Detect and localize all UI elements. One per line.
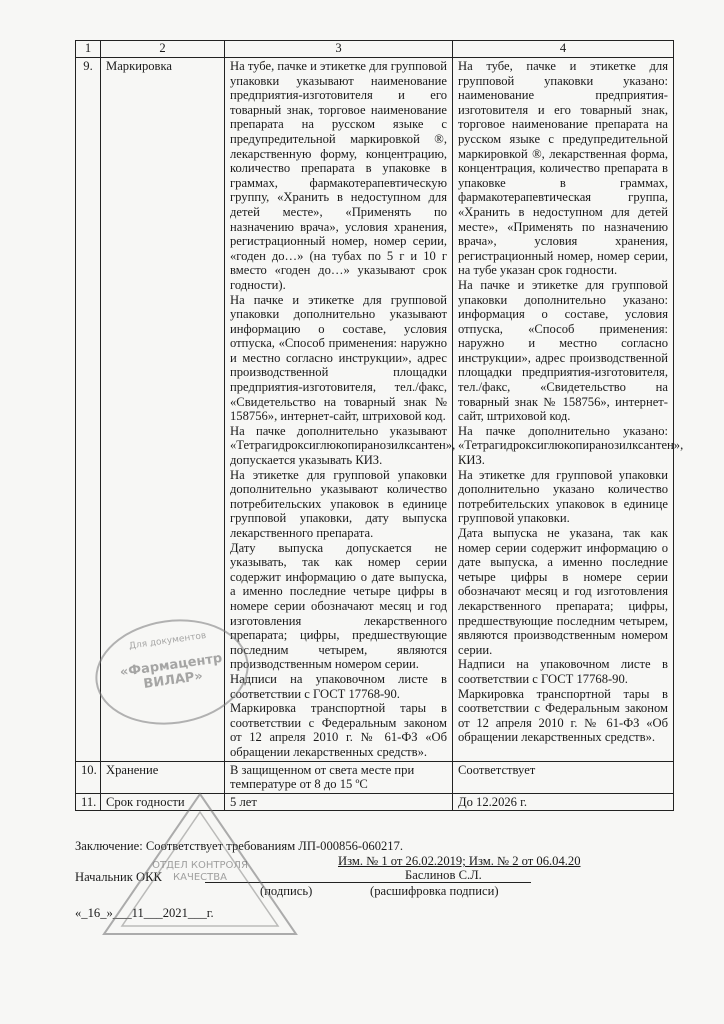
header-cell: 3 — [225, 41, 453, 58]
triangle-stamp-text: ОТДЕЛ КОНТРОЛЯ КАЧЕСТВА — [152, 860, 248, 883]
conclusion-text: Заключение: Соответствует требованиям ЛП-000856-060217. — [75, 839, 404, 853]
row-number: 9. — [76, 58, 101, 762]
requirement-paragraph: На тубе, пачке и этикетке для групповой упаковки указывают наименование предприятия-изготовителя и его товарный знак, торговое наименование препарата на русском языке с предупредительной маркировкой ®, лекарственную форму, концентрацию, количество препарата в упаковке в граммах, фармакотерапевтическую группу, «Хранить в недоступном для детей месте», «Применять по назначению врача», условия хранения, регистрационный номер, номер серии, «годен до…» (на тубах по 5 г и 10 г вместо «годен до…» указывают срок годности). — [230, 59, 448, 292]
row-name: Маркировка — [101, 58, 225, 762]
stamp-main-text: «Фармацентр ВИЛАР» — [119, 650, 224, 692]
result-paragraph: Маркировка транспортной тары в соответствии с Федеральным законом от 12 апреля 2010 г. № 61-ФЗ «Об обращении лекарственных средств». — [458, 686, 668, 745]
header-cell: 2 — [101, 41, 225, 58]
result-cell: До 12.2026 г. — [453, 793, 674, 811]
triangle-stamp — [100, 790, 300, 940]
signature-caption: (подпись) — [260, 884, 313, 898]
requirement-paragraph: Дату выпуска допускается не указывать, так как номер серии содержит информацию о дате выпуска, а именно последние четыре цифры в номере серии обозначают месяц и год изготовления лекарственного препарата; цифры, предшествующие последним четырем, являются производственным номером серии. — [230, 540, 447, 672]
name-line — [371, 882, 531, 883]
result-paragraph: На пачке дополнительно указано: «Тетрагидроксиглюкопиранозилксантен», КИЗ. — [458, 423, 684, 468]
header-cell: 4 — [453, 41, 674, 58]
requirement-cell — [225, 58, 456, 762]
amendments-text: Изм. № 1 от 26.02.2019; Изм. № 2 от 06.04.20 — [338, 854, 581, 868]
header-row — [76, 41, 674, 58]
row-name: Хранение — [101, 761, 225, 793]
result-paragraph: Дата выпуска не указана, так как номер серии содержит информацию о дате выпуска, а именно последние четыре цифры в номере серии обозначают месяц и год изготовления лекарственного препарата; цифры, предшествующие последним четырем, являются производственным номером серии. — [458, 526, 668, 657]
name-caption: (расшифровка подписи) — [370, 884, 499, 898]
result-paragraph: На этикетке для групповой упаковки дополнительно указано количество потребительских упаковок в единице групповой упаковки. — [458, 467, 668, 526]
requirement-cell: 5 лет — [225, 793, 453, 811]
date-text: «_16_»___11___2021___г. — [75, 906, 214, 920]
result-paragraph: Надписи на упаковочном листе в соответствии с ГОСТ 17768-90. — [458, 657, 668, 686]
row-number: 11. — [76, 793, 101, 811]
table-row — [76, 761, 674, 793]
row-name: Срок годности — [101, 793, 225, 811]
position-label: Начальник ОКК — [75, 870, 162, 884]
header-cell: 1 — [76, 41, 101, 58]
requirement-paragraph: Маркировка транспортной тары в соответствии с Федеральным законом от 12 апреля 2010 г. № 61-ФЗ «Об обращении лекарственных средств». — [230, 701, 447, 759]
result-paragraph: На пачке и этикетке для групповой упаковки дополнительно указано: информация о составе, условия отпуска, «Способ применения: наружно и местно согласно инструкции», адрес производственной площадки предприятия-изготовителя, тел./факс, «Свидетельство на товарный знак № 158756», интернет-сайт, штриховой код. — [458, 277, 668, 424]
requirement-paragraph: На этикетке для групповой упаковки дополнительно указывают количество потребительских упаковок в единице групповой упаковки, дату выпуска лекарственного препарата. — [230, 467, 447, 540]
stamp-top-text: Для документов — [128, 630, 207, 652]
signer-name: Баслинов С.Л. — [405, 868, 482, 882]
requirement-paragraph: На пачке и этикетке для групповой упаковки дополнительно указывают информацию о составе, условия отпуска, «Способ применения: наружно и местно согласно инструкции», адрес производственной площадки предприятия-изготовителя, тел./факс, «Свидетельство на товарный знак № 158756», интернет-сайт, штриховой код. — [230, 292, 447, 424]
result-cell — [453, 58, 684, 762]
result-cell: Соответствует — [453, 761, 674, 793]
requirement-paragraph: Надписи на упаковочном листе в соответствии с ГОСТ 17768-90. — [230, 671, 447, 701]
row-number: 10. — [76, 761, 101, 793]
result-paragraph: На тубе, пачке и этикетке для групповой упаковки указано: наименование предприятия-изготовителя и его товарный знак, торговое наименование препарата на русском языке с предупредительной маркировкой ®, лекарственная форма, концентрация, количество препарата в упаковке в граммах, фармакотерапевтическая группа, «Хранить в недоступном для детей месте», «Применять по назначению врача», условия хранения, регистрационный номер, номер серии, на тубе указан срок годности. — [458, 59, 668, 278]
requirement-paragraph: На пачке дополнительно указывают «Тетрагидроксиглюкопиранозилксантен», допускается указывать КИЗ. — [230, 423, 456, 468]
requirement-cell: В защищенном от света месте при температуре от 8 до 15 ºС — [225, 761, 453, 793]
